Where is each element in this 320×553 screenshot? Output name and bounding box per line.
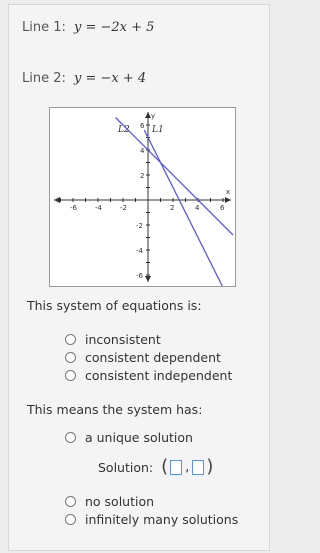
radio-icon[interactable] bbox=[65, 370, 76, 381]
option-consistent-dependent[interactable] bbox=[65, 350, 221, 365]
coordinate-graph bbox=[49, 107, 236, 287]
line-1-equation bbox=[22, 20, 154, 35]
option-label: infinitely many solutions bbox=[85, 512, 239, 527]
line-1-label: Line 1: bbox=[22, 20, 66, 35]
graph-svg bbox=[50, 108, 235, 286]
line-2-tag: L2 bbox=[118, 125, 130, 135]
line-2-label: Line 2: bbox=[22, 71, 66, 86]
option-consistent-independent[interactable] bbox=[65, 368, 232, 383]
y-tick-label: 4 bbox=[140, 147, 145, 155]
solution-y-input[interactable] bbox=[192, 460, 204, 475]
solution-x-input[interactable] bbox=[170, 460, 182, 475]
option-no-solution[interactable] bbox=[65, 494, 154, 509]
radio-icon[interactable] bbox=[65, 334, 76, 345]
x-axis-arrow-right bbox=[225, 197, 231, 203]
option-unique-solution[interactable] bbox=[65, 430, 193, 445]
close-paren: ) bbox=[206, 456, 214, 477]
y-tick-label: -2 bbox=[136, 222, 143, 230]
option-label: inconsistent bbox=[85, 332, 161, 347]
question-system-type: This system of equations is: bbox=[27, 298, 202, 313]
y-tick-label: -4 bbox=[136, 247, 143, 255]
x-tick-label: -6 bbox=[70, 204, 77, 212]
x-tick-label: 4 bbox=[195, 204, 200, 212]
line-1-formula: y = −2x + 5 bbox=[74, 20, 155, 35]
line-1-plot bbox=[144, 130, 224, 286]
option-inconsistent[interactable] bbox=[65, 332, 161, 347]
radio-icon[interactable] bbox=[65, 432, 76, 443]
option-label: no solution bbox=[85, 494, 155, 509]
x-tick-label: -2 bbox=[120, 204, 127, 212]
radio-icon[interactable] bbox=[65, 496, 76, 507]
line-2-plot bbox=[116, 118, 234, 236]
y-axis-label: y bbox=[151, 112, 156, 120]
y-tick-label: 6 bbox=[140, 122, 145, 130]
option-infinitely-many[interactable] bbox=[65, 512, 238, 527]
line-1-tag: L1 bbox=[152, 125, 164, 135]
y-axis-arrow-down bbox=[145, 276, 151, 282]
x-tick-label: 6 bbox=[220, 204, 225, 212]
question-solution-count: This means the system has: bbox=[27, 402, 203, 417]
open-paren: ( bbox=[161, 456, 169, 477]
radio-icon[interactable] bbox=[65, 514, 76, 525]
x-axis-arrow-left bbox=[54, 197, 60, 203]
y-tick-label: 2 bbox=[140, 172, 145, 180]
x-axis-label: x bbox=[226, 188, 231, 196]
x-tick-label: 2 bbox=[170, 204, 175, 212]
radio-icon[interactable] bbox=[65, 352, 76, 363]
solution-label: Solution: bbox=[98, 459, 154, 475]
solution-row bbox=[98, 458, 213, 476]
option-label: consistent independent bbox=[85, 368, 233, 383]
option-label: consistent dependent bbox=[85, 350, 221, 365]
x-tick-label: -4 bbox=[95, 204, 102, 212]
option-label: a unique solution bbox=[85, 430, 193, 445]
comma-separator: , bbox=[185, 459, 190, 475]
line-2-equation bbox=[22, 71, 146, 86]
y-tick-label: -6 bbox=[136, 272, 143, 280]
line-2-formula: y = −x + 4 bbox=[74, 71, 147, 86]
